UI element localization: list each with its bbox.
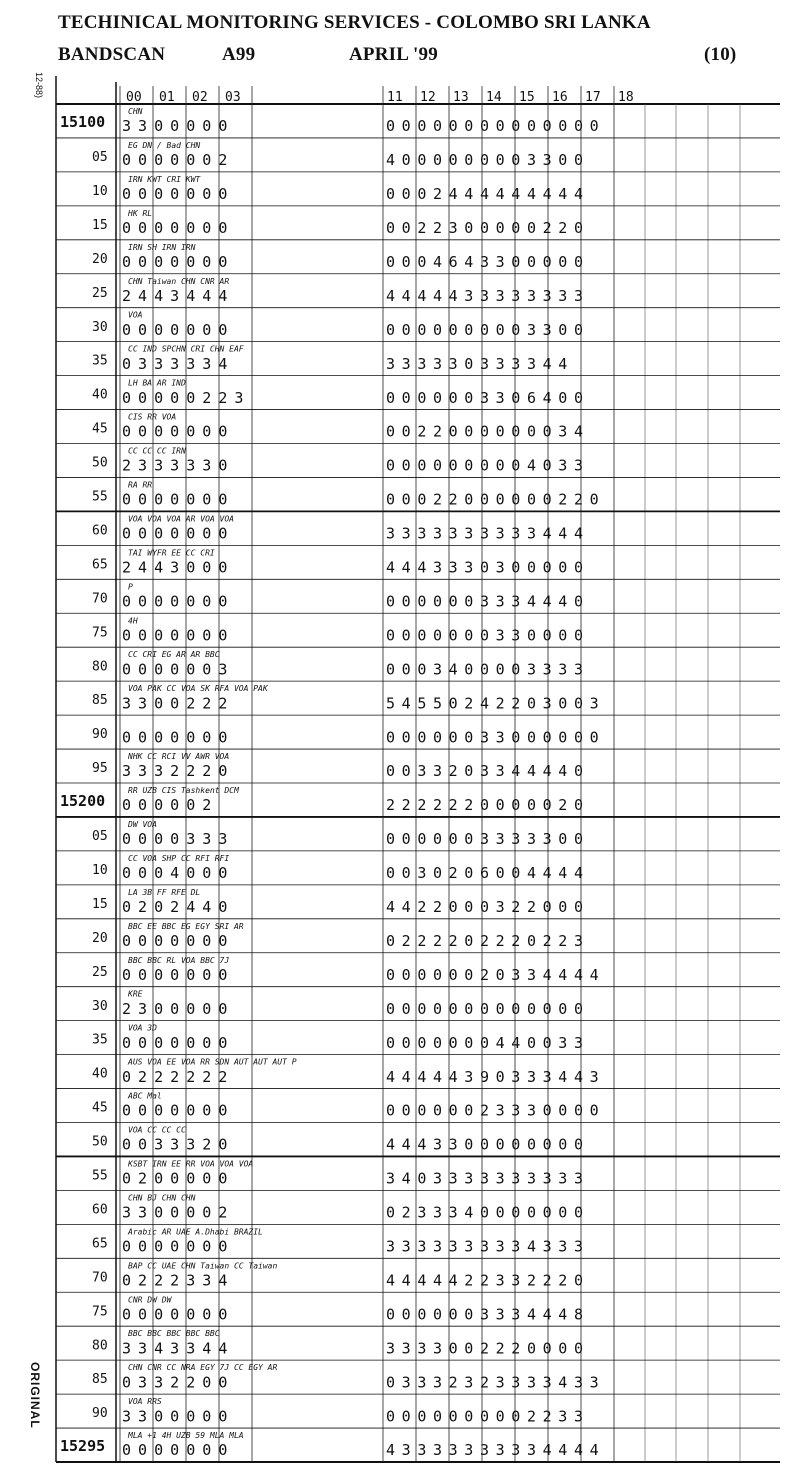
row-signal-codes-left: 3 3 0 0 0 0 2 [122,1203,227,1222]
row-signal-codes-left: 0 0 0 4 0 0 0 [122,864,227,883]
row-station-notes: VOA VOA VOA AR VOA VOA [128,514,234,524]
row-signal-codes-left: 0 0 0 0 0 0 0 [122,1033,227,1052]
row-signal-codes-left: 3 3 0 0 0 0 0 [122,117,227,136]
column-header-hour: 01 [159,90,175,105]
row-station-notes: EG DN / Bad CHN [128,140,201,150]
row-station-notes: CC CRI EG AR AR BBC [128,650,220,660]
row-signal-codes-right: 0 2 2 2 2 0 2 2 2 0 2 2 3 [386,931,582,950]
row-station-notes: BBC BBC BBC BBC BBC [128,1329,220,1339]
row-signal-codes-right: 0 0 0 0 0 0 2 3 3 3 0 0 0 0 [386,1101,598,1120]
column-header-hour: 13 [453,90,469,105]
row-signal-codes-left: 0 0 0 0 0 0 0 [122,252,227,271]
row-signal-codes-right: 0 0 0 0 0 0 0 0 0 0 0 0 0 [386,999,582,1018]
row-signal-codes-right: 4 4 4 4 4 3 9 0 3 3 3 4 4 3 [386,1067,598,1086]
row-frequency: 60 [92,1202,108,1218]
row-frequency: 30 [92,998,108,1014]
row-signal-codes-right: 0 0 0 0 0 0 3 3 0 6 4 0 0 [386,388,582,407]
row-frequency: 05 [92,150,108,166]
row-signal-codes-left: 0 0 0 0 0 0 0 [122,320,227,339]
row-signal-codes-right: 0 0 0 2 4 4 4 4 4 4 4 4 4 [386,185,582,204]
row-frequency: 10 [92,183,108,199]
row-signal-codes-right: 0 0 0 0 0 0 0 0 0 4 0 3 3 [386,456,582,475]
row-station-notes: 4H [128,616,138,626]
row-signal-codes-right: 3 3 3 3 3 0 3 3 3 3 4 4 [386,354,567,373]
row-signal-codes-left: 0 0 0 0 0 0 0 [122,524,227,543]
column-header-hour: 00 [126,90,142,105]
row-station-notes: RR UZB CIS Tashkent DCM [128,786,239,795]
row-frequency: 25 [92,964,108,980]
column-header-hour: 11 [387,90,403,105]
row-station-notes: IRN KWT CRI KWT [128,174,201,184]
row-frequency: 75 [92,1304,108,1320]
row-station-notes: HK RL [128,208,153,218]
row-signal-codes-left: 0 0 0 0 0 0 0 [122,965,227,984]
row-frequency: 80 [92,1338,108,1354]
row-frequency: 55 [92,1168,108,1184]
column-header-hour: 17 [585,90,601,105]
row-frequency: 65 [92,557,108,573]
row-frequency: 35 [92,353,108,369]
row-signal-codes-right: 4 3 3 3 3 3 3 3 3 3 4 4 4 4 [386,1441,598,1460]
row-station-notes: BAP CC UAE CHN Taiwan CC Taiwan [128,1261,278,1271]
row-signal-codes-right: 0 0 0 0 0 0 0 4 4 0 0 3 3 [386,1033,582,1052]
row-signal-codes-left: 0 0 0 0 0 0 0 [122,219,227,238]
row-station-notes: P [128,582,133,592]
row-signal-codes-right: 4 0 0 0 0 0 0 0 0 3 3 0 0 [386,151,582,170]
row-signal-codes-right: 4 4 2 2 0 0 0 3 2 2 0 0 0 [386,898,582,917]
row-signal-codes-right: 0 0 0 0 0 0 0 0 0 3 3 0 0 [386,320,582,339]
row-signal-codes-left: 3 3 0 0 0 0 0 [122,1407,227,1426]
row-signal-codes-right: 0 0 0 0 0 0 0 3 3 0 0 0 0 [386,626,582,645]
row-signal-codes-right: 2 2 2 2 2 2 0 0 0 0 0 2 0 [386,796,582,815]
row-station-notes: ABC Mal [128,1091,162,1101]
row-signal-codes-right: 0 0 2 2 0 0 0 0 0 0 0 3 4 [386,422,582,441]
row-frequency: 70 [92,591,108,607]
row-signal-codes-right: 0 0 0 0 0 0 2 0 3 3 4 4 4 4 [386,965,598,984]
row-signal-codes-right: 0 0 0 2 2 0 0 0 0 0 0 2 2 0 [386,490,598,509]
column-header-hour: 02 [192,90,208,105]
row-frequency: 75 [92,625,108,641]
row-frequency: 15 [92,217,108,233]
row-frequency: 90 [92,1406,108,1422]
row-signal-codes-left: 0 3 3 2 2 0 0 [122,1373,227,1392]
row-station-notes: CC IND SPCHN CRI CHN EAF [128,344,244,354]
row-frequency: 35 [92,1032,108,1048]
row-frequency: 40 [92,1066,108,1082]
row-station-notes: RA RR [128,480,153,490]
row-signal-codes-left: 3 3 3 2 2 2 0 [122,762,227,781]
row-signal-codes-left: 0 0 0 0 0 0 0 [122,422,227,441]
row-signal-codes-left: 0 0 0 0 0 2 2 3 [122,388,243,407]
column-header-hour: 12 [420,90,436,105]
row-station-notes: VOA 3D [128,1023,157,1033]
row-signal-codes-right: 0 2 3 3 3 4 0 0 0 0 0 0 0 [386,1203,582,1222]
row-frequency: 20 [92,930,108,946]
row-station-notes: MLA +1 4H UZB 59 MLA MLA [128,1431,244,1441]
row-signal-codes-right: 0 0 0 0 0 0 0 0 0 0 0 0 0 0 [386,117,598,136]
row-frequency: 45 [92,421,108,437]
column-header-hour: 18 [618,90,634,105]
row-signal-codes-left: 0 0 0 0 0 0 0 [122,1305,227,1324]
row-frequency: 60 [92,523,108,539]
row-signal-codes-left: 0 0 0 0 0 0 0 [122,185,227,204]
row-signal-codes-right: 4 4 4 4 4 2 2 3 3 2 2 2 0 [386,1271,582,1290]
row-signal-codes-left: 0 0 0 0 0 0 0 [122,1101,227,1120]
row-station-notes: BBC BBC RL VOA BBC 7J [128,955,230,965]
row-signal-codes-right: 4 4 4 4 4 3 3 3 3 3 3 3 3 [386,286,582,305]
row-station-notes: CNR DW DW [128,1295,172,1305]
row-signal-codes-left: 2 3 0 0 0 0 0 [122,999,227,1018]
column-header-hour: 16 [552,90,568,105]
row-frequency: 45 [92,1100,108,1116]
row-frequency: 65 [92,1236,108,1252]
row-frequency: 80 [92,659,108,675]
row-frequency: 85 [92,1372,108,1388]
row-signal-codes-left: 0 2 2 2 3 3 4 [122,1271,227,1290]
season-code: A99 [222,44,256,65]
row-station-notes: TAI WYFR EE CC CRI [128,548,215,558]
row-signal-codes-right: 0 0 0 0 0 0 3 3 3 3 3 0 0 [386,830,582,849]
row-signal-codes-right: 0 0 3 0 2 0 6 0 0 4 4 4 4 [386,864,582,883]
row-signal-codes-left: 0 2 0 0 0 0 0 [122,1169,227,1188]
row-station-notes: CC CC CC IRN [128,446,186,456]
row-station-notes: LH BA AR IND [128,378,186,388]
row-signal-codes-right: 4 4 4 3 3 0 0 0 0 0 0 0 0 [386,1135,582,1154]
row-signal-codes-right: 0 0 0 4 6 4 3 3 0 0 0 0 0 [386,252,582,271]
row-signal-codes-left: 0 0 0 0 0 0 0 [122,1237,227,1256]
row-signal-codes-left: 0 0 0 0 0 0 3 [122,660,227,679]
row-signal-codes-right: 3 4 0 3 3 3 3 3 3 3 3 3 3 [386,1169,582,1188]
row-signal-codes-right: 3 3 3 3 3 3 3 3 3 3 4 4 4 [386,524,582,543]
page-title: TECHINICAL MONITORING SERVICES - COLOMBO SRI LANKA [58,12,651,33]
row-station-notes: AUS VOA EE VOA RR SDN AUT AUT AUT P [128,1057,297,1067]
row-frequency: 95 [92,761,108,777]
row-signal-codes-right: 3 3 3 3 0 0 2 2 2 0 0 0 0 [386,1339,582,1358]
row-signal-codes-left: 2 4 4 3 4 4 4 [122,286,227,305]
row-frequency: 25 [92,285,108,301]
row-station-notes: VOA RRS [128,1397,162,1407]
row-station-notes: CHN BJ CHN CHN [128,1193,196,1203]
row-station-notes: VOA CC CC CC [128,1125,186,1135]
row-frequency: 70 [92,1270,108,1286]
row-frequency: 10 [92,862,108,878]
row-signal-codes-right: 5 4 5 5 0 2 4 2 2 0 3 0 0 3 [386,694,598,713]
row-station-notes: CHN CNR CC NRA EGY 7J CC EGY AR [128,1363,278,1373]
row-frequency: 55 [92,489,108,505]
row-signal-codes-right: 0 3 3 3 2 3 2 3 3 3 3 4 3 3 [386,1373,598,1392]
row-frequency: 20 [92,251,108,267]
row-signal-codes-right: 0 0 0 3 4 0 0 0 0 3 3 3 3 [386,660,582,679]
row-station-notes: CHN [128,107,143,116]
row-signal-codes-left: 0 0 0 0 0 0 0 [122,728,227,747]
row-frequency: 40 [92,387,108,403]
row-frequency: 15200 [60,792,106,811]
page-number: (10) [704,44,737,65]
row-station-notes: DW VOA [128,819,157,829]
row-signal-codes-right: 3 3 3 3 3 3 3 3 3 4 3 3 3 [386,1237,582,1256]
row-frequency: 15 [92,896,108,912]
row-signal-codes-left: 0 0 0 0 3 3 3 [122,830,227,849]
row-station-notes: KSBT IRN EE RR VOA VOA VOA [128,1159,254,1169]
row-signal-codes-left: 3 3 4 3 3 4 4 [122,1339,227,1358]
row-signal-codes-right: 0 0 0 0 0 0 3 3 3 4 4 4 0 [386,592,582,611]
row-station-notes: IRN SH IRN IRN [128,242,196,252]
row-signal-codes-left: 2 4 4 3 0 0 0 [122,558,227,577]
row-frequency: 85 [92,693,108,709]
row-station-notes: NHK CC RCI VV AWR VOA [128,752,230,762]
row-signal-codes-left: 0 0 0 0 0 2 [122,796,211,815]
row-signal-codes-left: 0 0 0 0 0 0 0 [122,1441,227,1460]
month-label: APRIL '99 [349,44,438,65]
row-frequency: 90 [92,727,108,743]
row-frequency: 50 [92,455,108,471]
form-code: 12-88) [34,72,44,99]
row-signal-codes-right: 0 0 3 3 2 0 3 3 4 4 4 4 0 [386,762,582,781]
row-frequency: 30 [92,319,108,335]
row-frequency: 15100 [60,113,106,132]
row-signal-codes-left: 0 3 3 3 3 3 4 [122,354,227,373]
row-station-notes: VOA [128,310,143,320]
row-signal-codes-left: 0 2 2 2 2 2 2 [122,1067,227,1086]
row-signal-codes-left: 3 3 0 0 2 2 2 [122,694,227,713]
row-signal-codes-left: 0 0 0 0 0 0 0 [122,626,227,645]
row-signal-codes-right: 4 4 4 3 3 3 0 3 0 0 0 0 0 [386,558,582,577]
row-signal-codes-right: 0 0 0 0 0 0 3 3 0 0 0 0 0 0 [386,728,598,747]
row-frequency: 15295 [60,1437,106,1456]
row-station-notes: KRE [128,989,143,999]
row-frequency: 05 [92,829,108,845]
row-station-notes: CHN Taiwan CHN CNR AR [128,276,230,286]
row-station-notes: VOA PAK CC VOA SK RFA VOA PAK [128,684,268,694]
row-signal-codes-left: 0 0 0 0 0 0 2 [122,151,227,170]
row-frequency: 50 [92,1134,108,1150]
column-header-hour: 15 [519,90,535,105]
original-stamp: ORIGINAL [28,1362,42,1429]
row-station-notes: Arabic AR UAE A.Dhabi BRAZIL [128,1227,263,1237]
row-signal-codes-left: 0 0 0 0 0 0 0 [122,592,227,611]
row-signal-codes-right: 0 0 2 2 3 0 0 0 0 0 2 2 0 [386,219,582,238]
row-station-notes: CIS RR VOA [128,412,177,422]
column-header-hour: 03 [225,90,241,105]
row-signal-codes-left: 0 0 3 3 3 2 0 [122,1135,227,1154]
row-signal-codes-left: 0 0 0 0 0 0 0 [122,931,227,950]
row-signal-codes-right: 0 0 0 0 0 0 0 0 0 2 2 3 3 [386,1407,582,1426]
bandscan-label: BANDSCAN [58,44,166,65]
row-signal-codes-left: 0 2 0 2 4 4 0 [122,898,227,917]
row-signal-codes-right: 0 0 0 0 0 0 3 3 3 4 4 4 8 [386,1305,582,1324]
row-signal-codes-left: 2 3 3 3 3 3 0 [122,456,227,475]
row-station-notes: CC VOA SHP CC RFI RFI [128,853,230,863]
row-station-notes: LA 3B FF RFE DL [128,887,201,897]
column-header-hour: 14 [486,90,502,105]
row-station-notes: BBC EE BBC EG EGY SRI AR [128,921,244,931]
row-signal-codes-left: 0 0 0 0 0 0 0 [122,490,227,509]
